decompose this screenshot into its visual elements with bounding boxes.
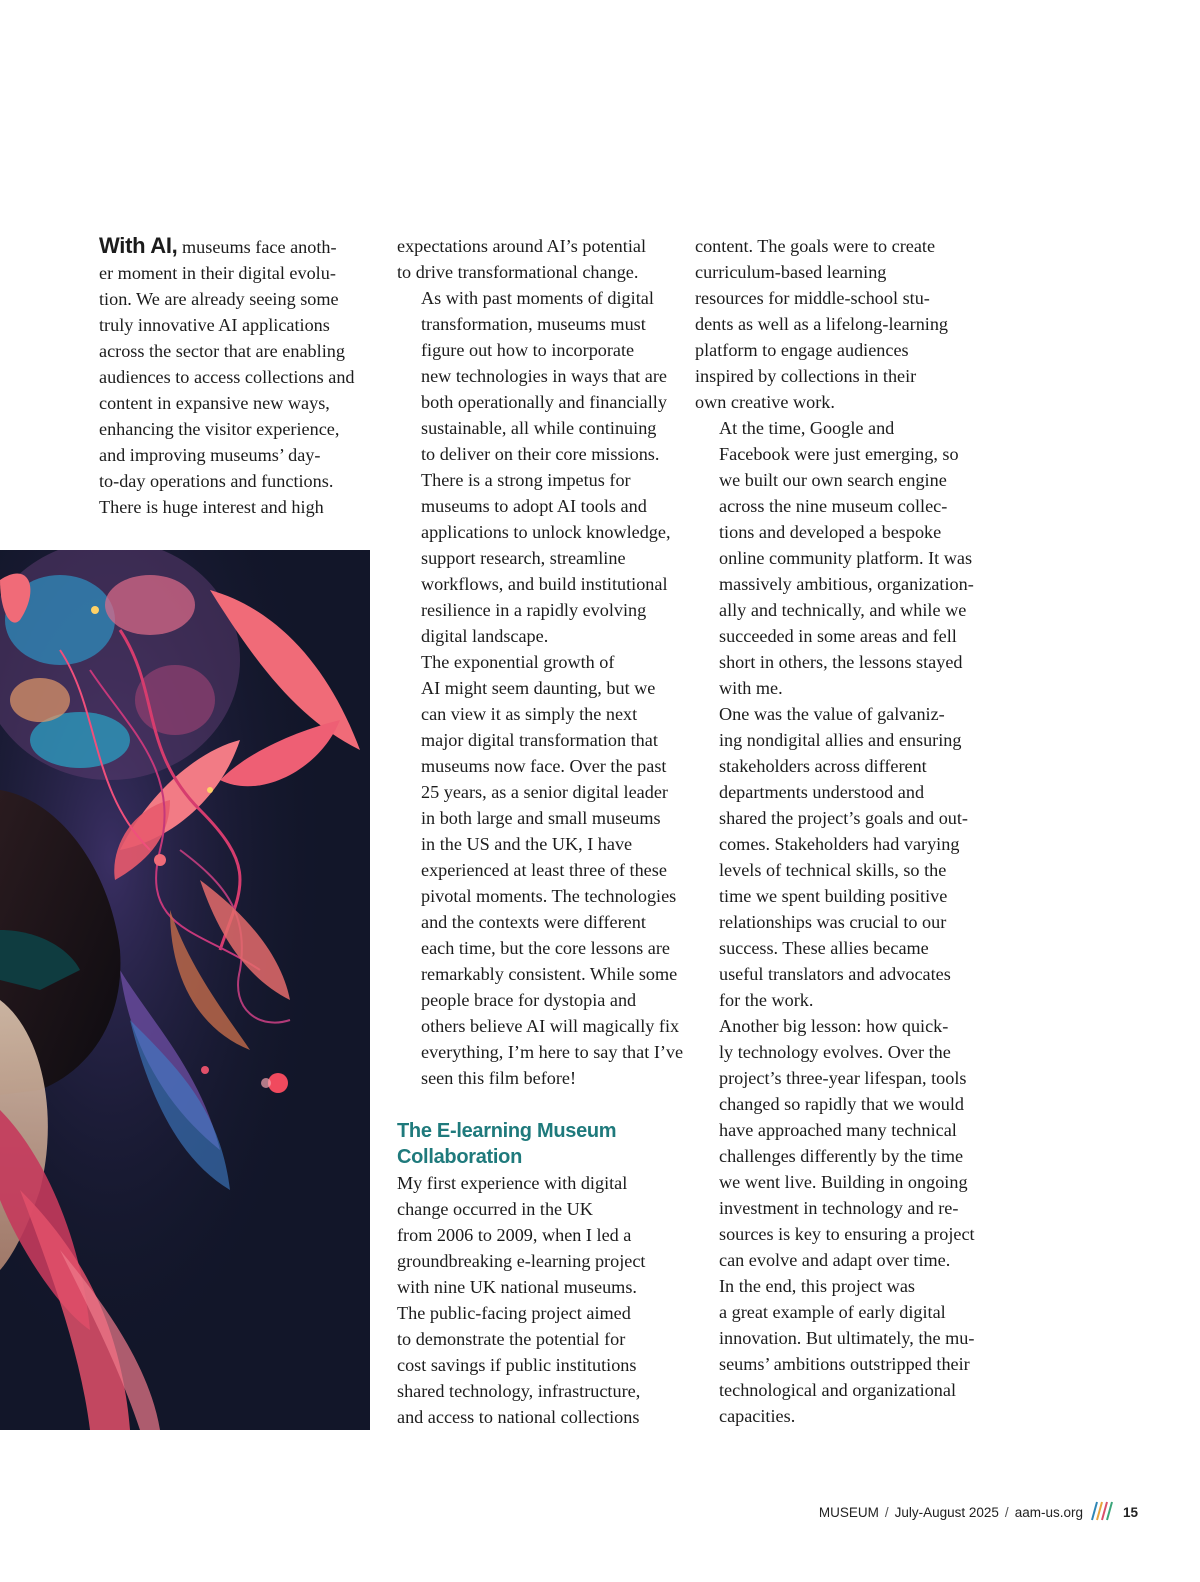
text-line: tions and developed a bespoke — [719, 522, 942, 542]
text-line: content. The goals were to create — [695, 236, 936, 256]
text-line: can evolve and adapt over time. — [719, 1250, 951, 1270]
paragraph — [397, 649, 684, 1091]
text-line: to demonstrate the potential for — [397, 1329, 626, 1349]
illustration-graphic — [0, 550, 370, 1430]
text-line: we built our own search engine — [719, 470, 947, 490]
paragraph — [695, 701, 977, 1013]
text-line: groundbreaking e-learning project — [397, 1251, 646, 1271]
text-line: change occurred in the UK — [397, 1199, 593, 1219]
text-line: enhancing the visitor experience, — [99, 419, 340, 439]
text-line: to drive transformational change. — [397, 262, 639, 282]
text-line: tion. We are already seeing some — [99, 289, 339, 309]
text-line: curriculum-based learning — [695, 262, 887, 282]
text-line: online community platform. It was — [719, 548, 973, 568]
text-line: figure out how to incorporate — [421, 340, 635, 360]
text-line: truly innovative AI applications — [99, 315, 330, 335]
text-line: across the nine museum collec- — [719, 496, 948, 516]
text-line: resources for middle-school stu- — [695, 288, 930, 308]
text-line: in the US and the UK, I have — [421, 834, 633, 854]
text-line: transformation, museums must — [421, 314, 646, 334]
text-line: time we spent building positive — [719, 886, 948, 906]
text-line: remarkably consistent. While some — [421, 964, 678, 984]
intro-paragraph — [99, 233, 377, 520]
text-line: museums to adopt AI tools and — [421, 496, 647, 516]
text-line: 25 years, as a senior digital leader — [421, 782, 668, 802]
text-line: expectations around AI’s potential — [397, 236, 647, 256]
text-line: others believe AI will magically fix — [421, 1016, 680, 1036]
text-line: levels of technical skills, so the — [719, 860, 947, 880]
article-column-2 — [397, 233, 684, 1430]
paragraph — [695, 415, 977, 701]
text-line: investment in technology and re- — [719, 1198, 959, 1218]
website-link[interactable]: aam-us.org — [1014, 1504, 1083, 1520]
text-line: changed so rapidly that we would — [719, 1094, 964, 1114]
text-line: everything, I’m here to say that I’ve — [421, 1042, 684, 1062]
text-line: AI might seem daunting, but we — [421, 678, 656, 698]
text-line: platform to engage audiences — [695, 340, 909, 360]
text-line: from 2006 to 2009, when I led a — [397, 1225, 632, 1245]
text-line: innovation. But ultimately, the mu- — [719, 1328, 975, 1348]
text-line: resilience in a rapidly evolving — [421, 600, 647, 620]
text-line: and access to national collections — [397, 1407, 640, 1427]
text-line: to-day operations and functions. — [99, 471, 334, 491]
text-line: cost savings if public institutions — [397, 1355, 637, 1375]
magazine-name: MUSEUM — [818, 1504, 879, 1520]
text-line: with nine UK national museums. — [397, 1277, 637, 1297]
article-column-1 — [99, 233, 377, 520]
text-line: across the sector that are enabling — [99, 341, 345, 361]
text-line: massively ambitious, organization- — [719, 574, 974, 594]
text-line: The public-facing project aimed — [397, 1303, 631, 1323]
text-line: comes. Stakeholders had varying — [719, 834, 960, 854]
text-line: and the contexts were different — [421, 912, 646, 932]
paragraph — [397, 233, 679, 285]
text-line: seen this film before! — [421, 1068, 577, 1088]
text-line: sustainable, all while continuing — [421, 418, 657, 438]
text-line: succeeded in some areas and fell — [719, 626, 957, 646]
paragraph — [695, 1273, 977, 1429]
page-number: 15 — [1122, 1504, 1138, 1520]
heading-line: Collaboration — [397, 1146, 522, 1168]
text-line: digital landscape. — [421, 626, 549, 646]
text-line: In the end, this project was — [719, 1276, 915, 1296]
paragraph — [397, 285, 679, 649]
text-line: The exponential growth of — [421, 652, 615, 672]
text-line: we went live. Building in ongoing — [719, 1172, 968, 1192]
issue-date: July-August 2025 — [894, 1504, 999, 1520]
text-line: both operationally and financially — [421, 392, 667, 412]
text-line: success. These allies became — [719, 938, 929, 958]
heading-line: The E-learning Museum — [397, 1120, 617, 1142]
text-line: own creative work. — [695, 392, 835, 412]
text-line: museums face anoth- — [177, 237, 337, 257]
text-line: short in others, the lessons stayed — [719, 652, 963, 672]
text-line: ing nondigital allies and ensuring — [719, 730, 962, 750]
text-line: in both large and small museums — [421, 808, 661, 828]
page-footer — [819, 1501, 1138, 1523]
text-line: applications to unlock knowledge, — [421, 522, 671, 542]
text-line: to deliver on their core missions. — [421, 444, 660, 464]
text-line: new technologies in ways that are — [421, 366, 667, 386]
text-line: sources is key to ensuring a project — [719, 1224, 975, 1244]
text-line: Facebook were just emerging, so — [719, 444, 959, 464]
text-line: technological and organizational — [719, 1380, 957, 1400]
article-column-3 — [695, 233, 977, 1429]
lead-in: With AI, — [99, 233, 178, 258]
text-line: er moment in their digital evolu- — [99, 263, 336, 283]
paragraph — [397, 1170, 679, 1430]
text-line: shared the project’s goals and out- — [719, 808, 968, 828]
text-line: One was the value of galvaniz- — [719, 704, 945, 724]
text-line: seums’ ambitions outstripped their — [719, 1354, 970, 1374]
text-line: project’s three-year lifespan, tools — [719, 1068, 967, 1088]
text-line: As with past moments of digital — [421, 288, 654, 308]
paragraph — [695, 233, 977, 415]
text-line: pivotal moments. The technologies — [421, 886, 677, 906]
text-line: ally and technically, and while we — [719, 600, 967, 620]
text-line: have approached many technical — [719, 1120, 957, 1140]
text-line: inspired by collections in their — [695, 366, 917, 386]
paragraph — [695, 1013, 977, 1273]
footer-separator: / — [1004, 1504, 1009, 1520]
text-line: departments understood and — [719, 782, 925, 802]
text-line: major digital transformation that — [421, 730, 658, 750]
text-line: ly technology evolves. Over the — [719, 1042, 951, 1062]
text-line: challenges differently by the time — [719, 1146, 964, 1166]
footer-separator: / — [884, 1504, 889, 1520]
text-line: and improving museums’ day- — [99, 445, 321, 465]
text-line: useful translators and advocates — [719, 964, 951, 984]
text-line: relationships was crucial to our — [719, 912, 947, 932]
text-line: can view it as simply the next — [421, 704, 638, 724]
text-line: Another big lesson: how quick- — [719, 1016, 949, 1036]
text-line: each time, but the core lessons are — [421, 938, 670, 958]
text-line: for the work. — [719, 990, 814, 1010]
text-line: audiences to access collections and — [99, 367, 355, 387]
text-line: workflows, and build institutional — [421, 574, 668, 594]
text-line: There is huge interest and high — [99, 497, 324, 517]
text-line: content in expansive new ways, — [99, 393, 330, 413]
text-line: a great example of early digital — [719, 1302, 946, 1322]
text-line: museums now face. Over the past — [421, 756, 667, 776]
text-line: support research, streamline — [421, 548, 626, 568]
text-line: capacities. — [719, 1406, 796, 1426]
ai-illustration — [0, 550, 370, 1430]
text-line: There is a strong impetus for — [421, 470, 631, 490]
text-line: dents as well as a lifelong-learning — [695, 314, 949, 334]
text-line: people brace for dystopia and — [421, 990, 637, 1010]
text-line: At the time, Google and — [719, 418, 895, 438]
text-line: experienced at least three of these — [421, 860, 667, 880]
text-line: shared technology, infrastructure, — [397, 1381, 641, 1401]
aam-stripes-logo-icon — [1089, 1500, 1113, 1525]
text-line: with me. — [719, 678, 783, 698]
section-heading — [397, 1118, 679, 1170]
text-line: My first experience with digital — [397, 1173, 628, 1193]
text-line: stakeholders across different — [719, 756, 927, 776]
